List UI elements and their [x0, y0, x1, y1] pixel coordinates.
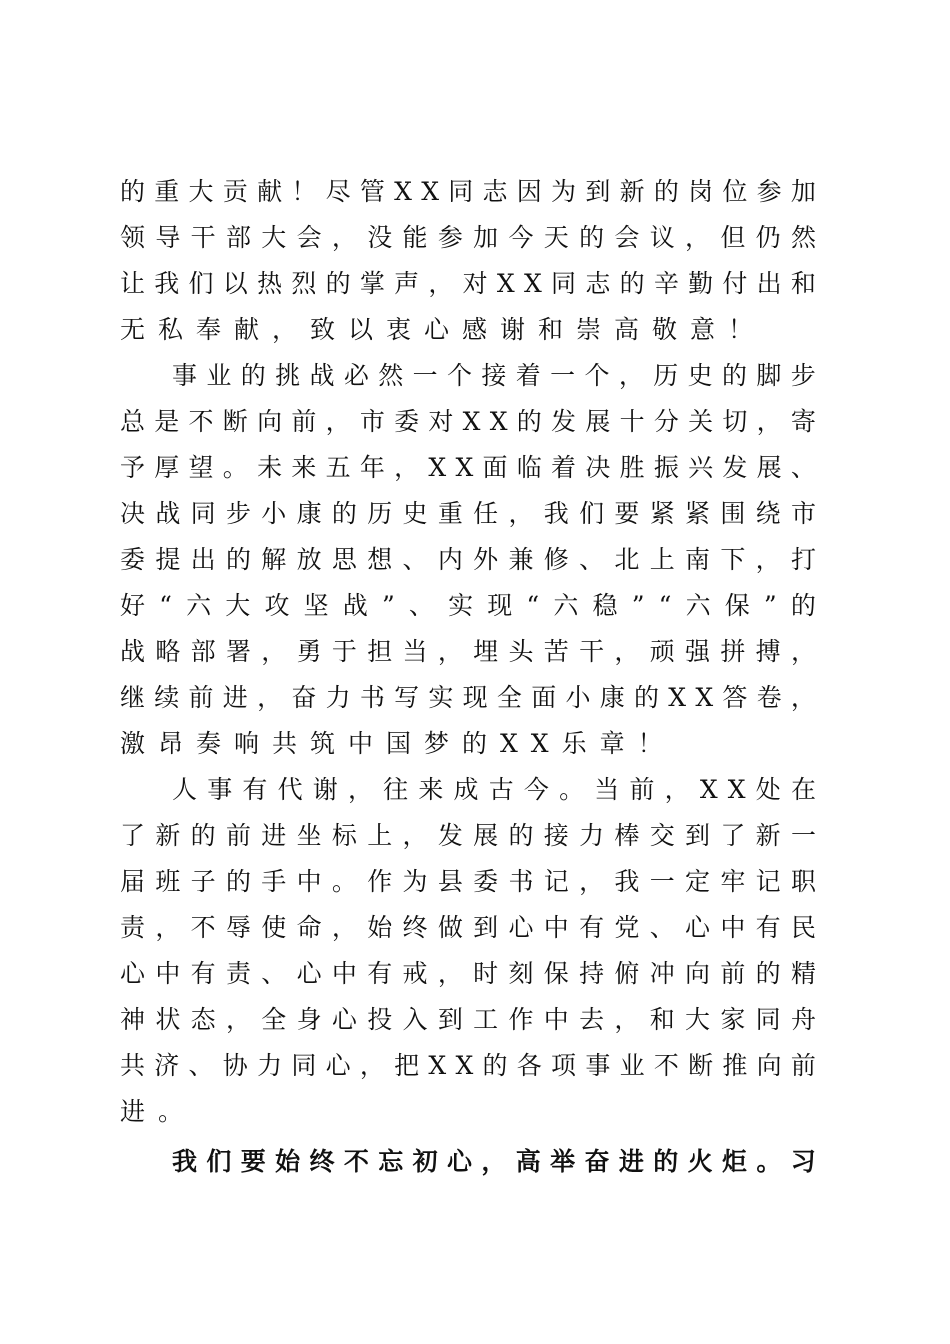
paragraph-line: 无私奉献，致以衷心感谢和崇高敬意！: [120, 315, 767, 344]
paragraph-line: 进。: [120, 1097, 197, 1126]
paragraph-line: 事 业 的 挑 战 必 然 一 个 接 着 一 个 ， 历 史 的 脚 步: [172, 361, 816, 390]
paragraph-line: 好 “ 六 大 攻 坚 战 ” 、 实 现 “ 六 稳 ” “ 六 保 ” 的: [120, 591, 816, 620]
paragraph-line: 神 状 态 ， 全 身 心 投 入 到 工 作 中 去 ， 和 大 家 同 舟: [120, 1005, 816, 1034]
paragraph-line: 继 续 前 进 ， 奋 力 书 写 实 现 全 面 小 康 的 X X 答 卷 ，: [120, 683, 816, 712]
paragraph-line: 激昂奏响共筑中国梦的XX乐章！: [120, 729, 676, 758]
paragraph-line: 心 中 有 责 、 心 中 有 戒 ， 时 刻 保 持 俯 冲 向 前 的 精: [120, 959, 816, 988]
paragraph-line: 委 提 出 的 解 放 思 想 、 内 外 兼 修 、 北 上 南 下 ， 打: [120, 545, 816, 574]
paragraph-line: 予 厚 望 。 未 来 五 年 ， X X 面 临 着 决 胜 振 兴 发 展 、: [120, 453, 816, 482]
paragraph-line: 了 新 的 前 进 坐 标 上 ， 发 展 的 接 力 棒 交 到 了 新 一: [120, 821, 816, 850]
paragraph-line: 战 略 部 署 ， 勇 于 担 当 ， 埋 头 苦 干 ， 顽 强 拼 搏 ，: [120, 637, 816, 666]
paragraph-line: 共 济 、 协 力 同 心 ， 把 X X 的 各 项 事 业 不 断 推 向 前: [120, 1051, 816, 1080]
paragraph-line: 责 ， 不 辱 使 命 ， 始 终 做 到 心 中 有 党 、 心 中 有 民: [120, 913, 816, 942]
paragraph-line: 人 事 有 代 谢 ， 往 来 成 古 今 。 当 前 ， X X 处 在: [172, 775, 816, 804]
paragraph-line: 届 班 子 的 手 中 。 作 为 县 委 书 记 ， 我 一 定 牢 记 职: [120, 867, 816, 896]
paragraph-line: 总 是 不 断 向 前 ， 市 委 对 X X 的 发 展 十 分 关 切 ， 寄: [120, 407, 816, 436]
paragraph-line: 的 重 大 贡 献 ！ 尽 管 X X 同 志 因 为 到 新 的 岗 位 参 加: [120, 177, 816, 206]
paragraph-line: 领 导 干 部 大 会 ， 没 能 参 加 今 天 的 会 议 ， 但 仍 然: [120, 223, 816, 252]
bold-heading-line: 我 们 要 始 终 不 忘 初 心 ， 高 举 奋 进 的 火 炬 。 习: [172, 1147, 816, 1176]
paragraph-line: 让 我 们 以 热 烈 的 掌 声 ， 对 X X 同 志 的 辛 勤 付 出 和: [120, 269, 816, 298]
paragraph-line: 决 战 同 步 小 康 的 历 史 重 任 ， 我 们 要 紧 紧 围 绕 市: [120, 499, 816, 528]
